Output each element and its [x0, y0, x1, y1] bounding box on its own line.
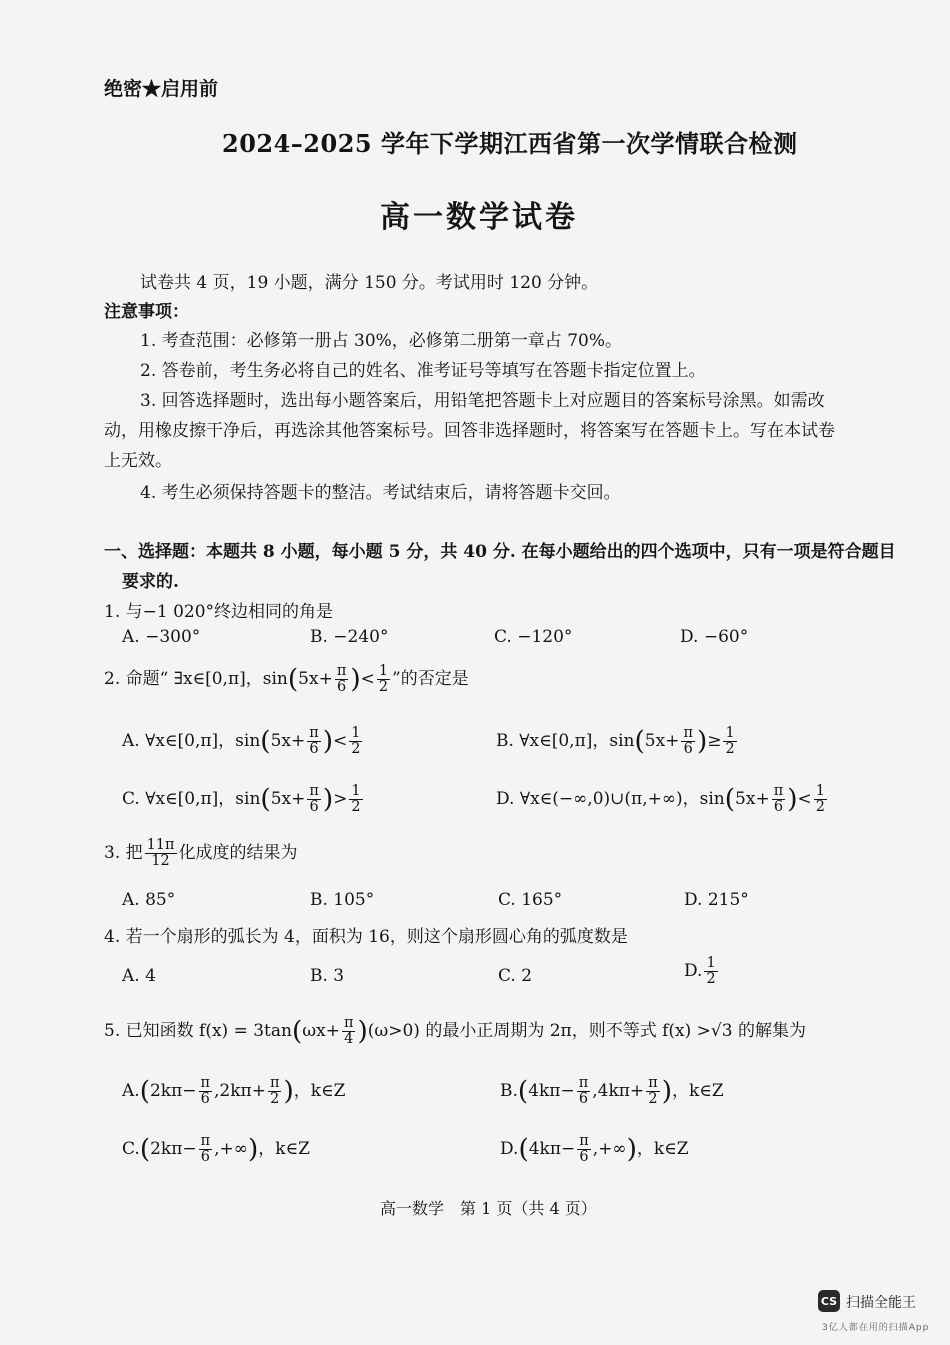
q2-option-c: C. ∀x∈[0,π]，sin(5x+ $\frac{\pi}{6}$ )> $\frac{1}{2}$ — [122, 783, 361, 816]
camscanner-logo-icon: CS — [818, 1290, 840, 1312]
exam-intro: 试卷共 4 页，19 小题，满分 150 分。考试用时 120 分钟。 — [140, 273, 599, 293]
q1-stem: 1. 与−1 020°终边相同的角是 — [104, 602, 334, 622]
paren-close: ) — [350, 664, 361, 695]
q5-option-b: B.(4kπ− $\frac{\pi}{6}$ ,4kπ+ $\frac{\pi}{2}$ )，k∈Z — [500, 1075, 724, 1108]
q2-stem-pre: 2. 命题“ ∃x∈[0,π]，sin — [104, 669, 288, 690]
q3-option-d: D. 215° — [684, 890, 749, 910]
q2-stem-post: ”的否定是 — [392, 669, 469, 690]
q2-option-a: A. ∀x∈[0,π]，sin(5x+ $\frac{\pi}{6}$ )< $\frac{1}{2}$ — [122, 725, 361, 758]
q5-stem: 5. 已知函数 f(x) = 3tan(ωx+ $\frac{\pi}{4}$ )(ω>0) 的最小正周期为 2π，则不等式 f(x) >√3 的解集为 — [104, 1015, 806, 1048]
note-3-line-3: 上无效。 — [104, 451, 172, 471]
q2-stem — [104, 664, 469, 695]
q5-option-d: D.(4kπ− $\frac{\pi}{6}$ ,+∞)，k∈Z — [500, 1133, 689, 1166]
section-1-heading: 一、选择题：本题共 8 小题，每小题 5 分，共 40 分. 在每小题给出的四个选项中，只有一项是符合题目 — [104, 542, 896, 562]
one-half: $\frac{1}{2}$ — [378, 663, 389, 696]
note-4: 4. 考生必须保持答题卡的整洁。考试结束后，请将答题卡交回。 — [140, 483, 621, 503]
q3-stem: 3. 把 $\frac{11\pi}{12}$ 化成度的结果为 — [104, 837, 298, 870]
camscanner-tagline: 3亿人都在用的扫描App — [822, 1323, 930, 1333]
q3-option-b: B. 105° — [310, 890, 375, 910]
note-1: 1. 考查范围：必修第一册占 30%，必修第二册第一章占 70%。 — [140, 331, 623, 351]
q4-option-b: B. 3 — [310, 966, 345, 986]
q1-option-b: B. −240° — [310, 627, 389, 647]
exam-title: 2024–2025 学年下学期江西省第一次学情联合检测 — [222, 129, 798, 158]
camscanner-name: 扫描全能王 — [846, 1295, 916, 1311]
q4-option-d: D. $\frac{1}{2}$ — [684, 955, 716, 988]
q4-option-a: A. 4 — [122, 966, 156, 986]
secret-label: 绝密★启用前 — [104, 78, 219, 100]
q1-option-d: D. −60° — [680, 627, 749, 647]
q4-option-c: C. 2 — [498, 966, 533, 986]
pi-over-6: $\frac{\pi}{6}$ — [336, 663, 347, 696]
less-than: < — [360, 669, 375, 690]
q3-option-a: A. 85° — [122, 890, 176, 910]
note-2: 2. 答卷前，考生务必将自己的姓名、准考证号等填写在答题卡指定位置上。 — [140, 361, 706, 381]
notes-heading: 注意事项： — [104, 302, 189, 322]
q2-arg: 5x+ — [298, 669, 333, 690]
subject-title: 高一数学试卷 — [380, 200, 578, 235]
note-3-line-2: 动，用橡皮擦干净后，再选涂其他答案标号。回答非选择题时，将答案写在答题卡上。写在本试卷 — [104, 421, 835, 441]
q2-option-b: B. ∀x∈[0,π]，sin(5x+ $\frac{\pi}{6}$ )≥ $\frac{1}{2}$ — [496, 725, 735, 758]
q5-option-a: A.(2kπ− $\frac{\pi}{6}$ ,2kπ+ $\frac{\pi}{2}$ )，k∈Z — [122, 1075, 346, 1108]
q4-stem: 4. 若一个扇形的弧长为 4，面积为 16，则这个扇形圆心角的弧度数是 — [104, 927, 628, 947]
q2-option-d: D. ∀x∈(−∞,0)∪(π,+∞)，sin(5x+ $\frac{\pi}{6}$ )< $\frac{1}{2}$ — [496, 783, 825, 816]
section-1-heading-cont: 要求的. — [122, 572, 179, 592]
eleven-pi-over-12: $\frac{11\pi}{12}$ — [146, 837, 175, 870]
q5-option-c: C.(2kπ− $\frac{\pi}{6}$ ,+∞)，k∈Z — [122, 1133, 310, 1166]
page-footer: 高一数学 第 1 页（共 4 页） — [380, 1199, 597, 1218]
q1-option-a: A. −300° — [122, 627, 201, 647]
q3-option-c: C. 165° — [498, 890, 563, 910]
note-3-line-1: 3. 回答选择题时，选出每小题答案后，用铅笔把答题卡上对应题目的答案标号涂黑。如需改 — [140, 391, 825, 411]
q1-option-c: C. −120° — [494, 627, 573, 647]
paren-open: ( — [287, 664, 299, 695]
